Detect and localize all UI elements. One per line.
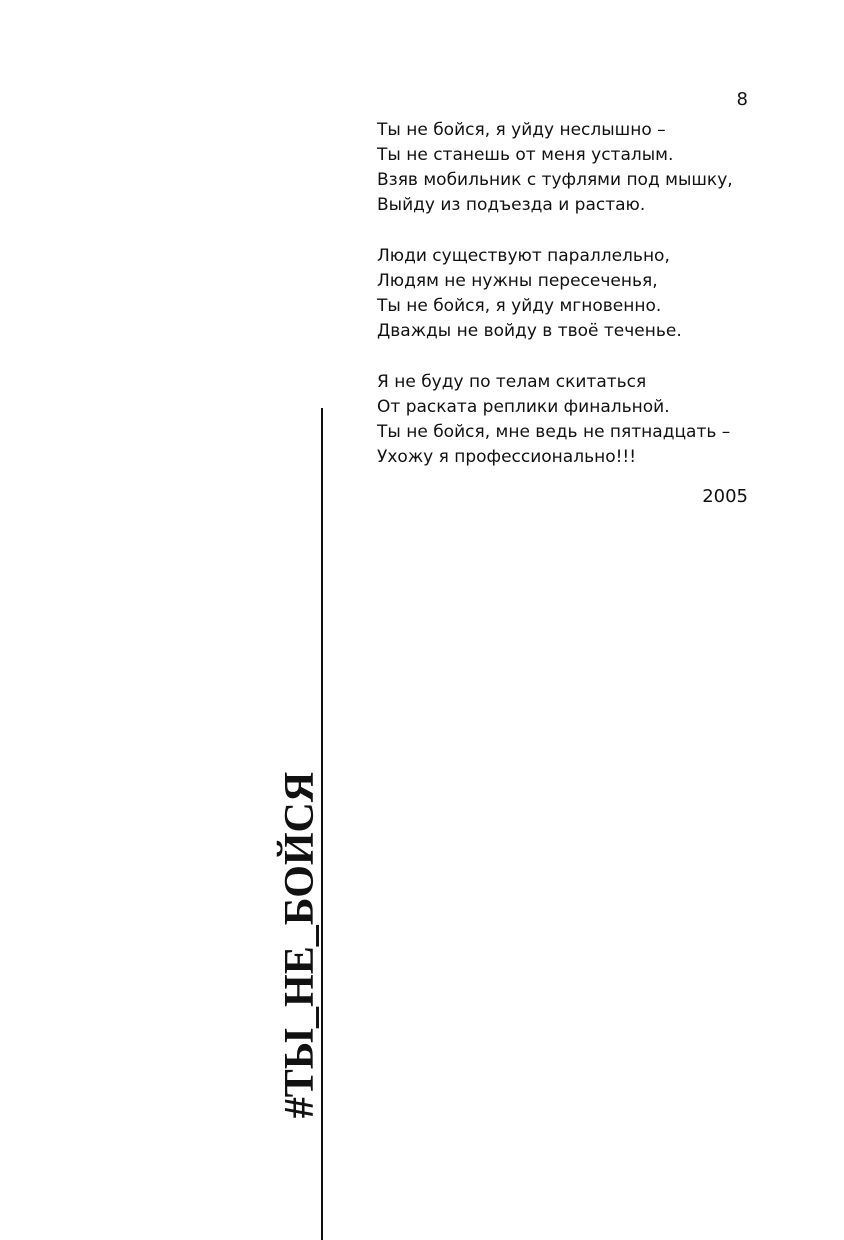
poem-line: Людям не нужны пересеченья, — [377, 271, 658, 291]
poem-line: Дважды не войду в твоё теченье. — [377, 321, 682, 341]
page-number: 8 — [736, 89, 748, 110]
poem-line: От раската реплики финальной. — [377, 397, 670, 417]
stanza-2 — [377, 244, 777, 344]
poem-line: Ты не бойся, мне ведь не пятнадцать – — [377, 422, 731, 442]
stanza-3 — [377, 370, 777, 470]
poem-line: Люди существуют параллельно, — [377, 246, 670, 266]
stanza-1 — [377, 118, 777, 218]
poem-line: Выйду из подъезда и растаю. — [377, 195, 646, 215]
poem-line: Я не буду по телам скитаться — [377, 372, 647, 392]
poem-line: Ухожу я профессионально!!! — [377, 447, 637, 467]
poem — [377, 118, 777, 496]
poem-year: 2005 — [702, 486, 748, 507]
section-title: #ТЫ_НЕ_БОЙСЯ — [277, 771, 323, 1119]
poem-line: Ты не бойся, я уйду мгновенно. — [377, 296, 662, 316]
poem-line: Взяв мобильник с туфлями под мышку, — [377, 170, 733, 190]
poem-line: Ты не станешь от меня усталым. — [377, 145, 674, 165]
poem-line: Ты не бойся, я уйду неслышно – — [377, 120, 666, 140]
